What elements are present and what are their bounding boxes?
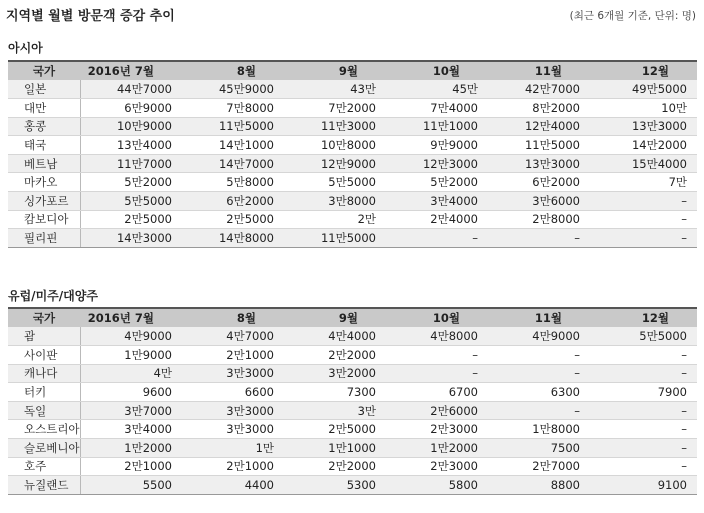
visitor-count-cell: – — [386, 364, 488, 383]
visitor-count-cell: 1만2000 — [80, 439, 182, 458]
visitor-count-cell: 8만2000 — [488, 99, 590, 118]
visitor-count-cell: 13만3000 — [488, 154, 590, 173]
visitor-count-cell: 6만2000 — [182, 192, 284, 211]
country-cell: 필리핀 — [8, 229, 80, 248]
table-row — [8, 80, 697, 99]
visitor-count-cell: 9100 — [590, 476, 697, 495]
country-cell: 마카오 — [8, 173, 80, 192]
visitor-count-cell: 43만 — [284, 80, 386, 99]
visitor-count-cell: 3만8000 — [284, 192, 386, 211]
visitor-count-cell: 10만9000 — [80, 117, 182, 136]
visitor-count-cell: 3만6000 — [488, 192, 590, 211]
column-header-month: 9월 — [284, 308, 386, 327]
table-row — [8, 364, 697, 383]
country-cell: 베트남 — [8, 154, 80, 173]
visitor-count-cell: 10만 — [590, 99, 697, 118]
visitor-count-cell: 11만5000 — [182, 117, 284, 136]
table-row — [8, 420, 697, 439]
country-cell: 캐나다 — [8, 364, 80, 383]
visitor-count-cell: 7500 — [488, 439, 590, 458]
visitor-count-cell: 45만9000 — [182, 80, 284, 99]
visitor-count-cell: 4만4000 — [284, 327, 386, 346]
visitor-count-cell: 14만3000 — [80, 229, 182, 248]
visitor-count-cell: – — [488, 346, 590, 365]
visitor-count-cell: – — [590, 439, 697, 458]
table-header-row — [8, 61, 697, 80]
visitor-count-cell: 5만5000 — [590, 327, 697, 346]
column-header-month: 10월 — [386, 61, 488, 80]
visitor-count-cell: 11만1000 — [386, 117, 488, 136]
visitor-count-cell: 7만4000 — [386, 99, 488, 118]
visitor-count-cell: 2만1000 — [80, 457, 182, 476]
visitor-count-cell: 2만1000 — [182, 457, 284, 476]
visitor-count-cell: 44만7000 — [80, 80, 182, 99]
visitor-count-cell: 1만8000 — [488, 420, 590, 439]
visitor-count-cell: 14만8000 — [182, 229, 284, 248]
visitor-count-cell: 1만1000 — [284, 439, 386, 458]
country-cell: 홍콩 — [8, 117, 80, 136]
visitor-count-cell: 2만5000 — [182, 210, 284, 229]
table-row — [8, 210, 697, 229]
visitor-count-cell: 6600 — [182, 383, 284, 402]
visitor-count-cell: 9만9000 — [386, 136, 488, 155]
column-header-month: 12월 — [590, 61, 697, 80]
visitor-count-cell: – — [488, 401, 590, 420]
visitor-count-cell: 2만2000 — [284, 457, 386, 476]
visitor-count-cell: 1만2000 — [386, 439, 488, 458]
visitor-count-cell: 13만3000 — [590, 117, 697, 136]
visitor-count-cell: 5800 — [386, 476, 488, 495]
visitor-count-cell: – — [590, 192, 697, 211]
country-cell: 오스트리아 — [8, 420, 80, 439]
visitor-count-cell: 3만4000 — [80, 420, 182, 439]
visitor-count-cell: 6만2000 — [488, 173, 590, 192]
visitor-count-cell: 2만5000 — [80, 210, 182, 229]
table-row — [8, 192, 697, 211]
visitor-count-cell: 4만9000 — [488, 327, 590, 346]
visitor-count-cell: 7만 — [590, 173, 697, 192]
column-header-month: 9월 — [284, 61, 386, 80]
column-header-month: 12월 — [590, 308, 697, 327]
country-cell: 싱가포르 — [8, 192, 80, 211]
table-row — [8, 173, 697, 192]
table-row — [8, 229, 697, 248]
page-title: 지역별 월별 방문객 증감 추이 — [6, 9, 175, 24]
visitor-count-cell: – — [590, 364, 697, 383]
visitor-count-cell: 2만7000 — [488, 457, 590, 476]
visitor-count-cell: – — [590, 401, 697, 420]
column-header-month: 2016년 7월 — [80, 61, 182, 80]
visitor-count-cell: 4만8000 — [386, 327, 488, 346]
table-row — [8, 154, 697, 173]
visitor-count-cell: 5만5000 — [284, 173, 386, 192]
visitor-count-cell: 4만 — [80, 364, 182, 383]
visitor-count-cell: 2만4000 — [386, 210, 488, 229]
visitor-count-cell: 5만2000 — [386, 173, 488, 192]
visitor-count-cell: 3만7000 — [80, 401, 182, 420]
table-row — [8, 457, 697, 476]
table-row — [8, 383, 697, 402]
visitor-count-cell: 7900 — [590, 383, 697, 402]
table-row — [8, 99, 697, 118]
visitor-count-cell: – — [590, 229, 697, 248]
visitor-count-cell: 10만8000 — [284, 136, 386, 155]
country-cell: 슬로베니아 — [8, 439, 80, 458]
column-header-country: 국가 — [8, 61, 80, 80]
column-header-month: 11월 — [488, 61, 590, 80]
table-header-row — [8, 308, 697, 327]
visitor-count-cell: 2만3000 — [386, 420, 488, 439]
visitor-count-cell: 5300 — [284, 476, 386, 495]
visitor-count-cell: 7만2000 — [284, 99, 386, 118]
visitor-count-cell: 49만5000 — [590, 80, 697, 99]
country-cell: 터키 — [8, 383, 80, 402]
visitor-count-cell: 1만9000 — [80, 346, 182, 365]
asia-visitor-table — [8, 60, 697, 248]
visitor-count-cell: 13만4000 — [80, 136, 182, 155]
visitor-count-cell: 3만 — [284, 401, 386, 420]
visitor-count-cell: 6700 — [386, 383, 488, 402]
visitor-count-cell: 11만5000 — [284, 229, 386, 248]
visitor-count-cell: 12만9000 — [284, 154, 386, 173]
visitor-count-cell: 45만 — [386, 80, 488, 99]
table-row — [8, 327, 697, 346]
visitor-count-cell: 3만3000 — [182, 364, 284, 383]
table-row — [8, 136, 697, 155]
visitor-count-cell: 8800 — [488, 476, 590, 495]
column-header-month: 8월 — [182, 308, 284, 327]
visitor-count-cell: 11만5000 — [488, 136, 590, 155]
visitor-count-cell: 42만7000 — [488, 80, 590, 99]
country-cell: 일본 — [8, 80, 80, 99]
visitor-count-cell: 2만5000 — [284, 420, 386, 439]
visitor-count-cell: 2만8000 — [488, 210, 590, 229]
visitor-count-cell: 4400 — [182, 476, 284, 495]
visitor-count-cell: – — [386, 346, 488, 365]
column-header-month: 11월 — [488, 308, 590, 327]
visitor-count-cell: 11만7000 — [80, 154, 182, 173]
table-row — [8, 117, 697, 136]
europe-america-oceania-visitor-table — [8, 307, 697, 495]
visitor-count-cell: 11만3000 — [284, 117, 386, 136]
visitor-count-cell: – — [590, 210, 697, 229]
visitor-count-cell: 2만2000 — [284, 346, 386, 365]
column-header-country: 국가 — [8, 308, 80, 327]
country-cell: 태국 — [8, 136, 80, 155]
table-row — [8, 476, 697, 495]
country-cell: 캄보디아 — [8, 210, 80, 229]
visitor-count-cell: – — [590, 420, 697, 439]
visitor-count-cell: 3만3000 — [182, 401, 284, 420]
visitor-count-cell: 14만1000 — [182, 136, 284, 155]
visitor-count-cell: 4만7000 — [182, 327, 284, 346]
visitor-count-cell: 2만1000 — [182, 346, 284, 365]
visitor-count-cell: 6300 — [488, 383, 590, 402]
country-cell: 괌 — [8, 327, 80, 346]
visitor-count-cell: – — [488, 229, 590, 248]
table-row — [8, 439, 697, 458]
column-header-month: 2016년 7월 — [80, 308, 182, 327]
visitor-count-cell: 2만3000 — [386, 457, 488, 476]
visitor-count-cell: 14만7000 — [182, 154, 284, 173]
visitor-count-cell: 15만4000 — [590, 154, 697, 173]
country-cell: 뉴질랜드 — [8, 476, 80, 495]
section-title-europe-america-oceania: 유럽/미주/대양주 — [8, 289, 98, 303]
visitor-count-cell: 14만2000 — [590, 136, 697, 155]
visitor-count-cell: 12만4000 — [488, 117, 590, 136]
unit-note: (최근 6개월 기준, 단위: 명) — [569, 10, 696, 22]
visitor-count-cell: 2만6000 — [386, 401, 488, 420]
visitor-count-cell: 5만5000 — [80, 192, 182, 211]
visitor-count-cell: 12만3000 — [386, 154, 488, 173]
visitor-count-cell: 7300 — [284, 383, 386, 402]
column-header-month: 10월 — [386, 308, 488, 327]
country-cell: 대만 — [8, 99, 80, 118]
section-title-asia: 아시아 — [8, 41, 43, 55]
table-row — [8, 346, 697, 365]
visitor-count-cell: 3만3000 — [182, 420, 284, 439]
visitor-count-cell: 6만9000 — [80, 99, 182, 118]
visitor-count-cell: – — [386, 229, 488, 248]
country-cell: 독일 — [8, 401, 80, 420]
visitor-count-cell: 9600 — [80, 383, 182, 402]
visitor-count-cell: 5만8000 — [182, 173, 284, 192]
country-cell: 호주 — [8, 457, 80, 476]
visitor-count-cell: – — [590, 346, 697, 365]
visitor-count-cell: 4만9000 — [80, 327, 182, 346]
visitor-count-cell: 2만 — [284, 210, 386, 229]
country-cell: 사이판 — [8, 346, 80, 365]
table-row — [8, 401, 697, 420]
visitor-count-cell: 3만4000 — [386, 192, 488, 211]
visitor-count-cell: 1만 — [182, 439, 284, 458]
visitor-count-cell: 3만2000 — [284, 364, 386, 383]
visitor-count-cell: 5만2000 — [80, 173, 182, 192]
visitor-count-cell: – — [590, 457, 697, 476]
column-header-month: 8월 — [182, 61, 284, 80]
visitor-count-cell: – — [488, 364, 590, 383]
visitor-count-cell: 5500 — [80, 476, 182, 495]
visitor-count-cell: 7만8000 — [182, 99, 284, 118]
